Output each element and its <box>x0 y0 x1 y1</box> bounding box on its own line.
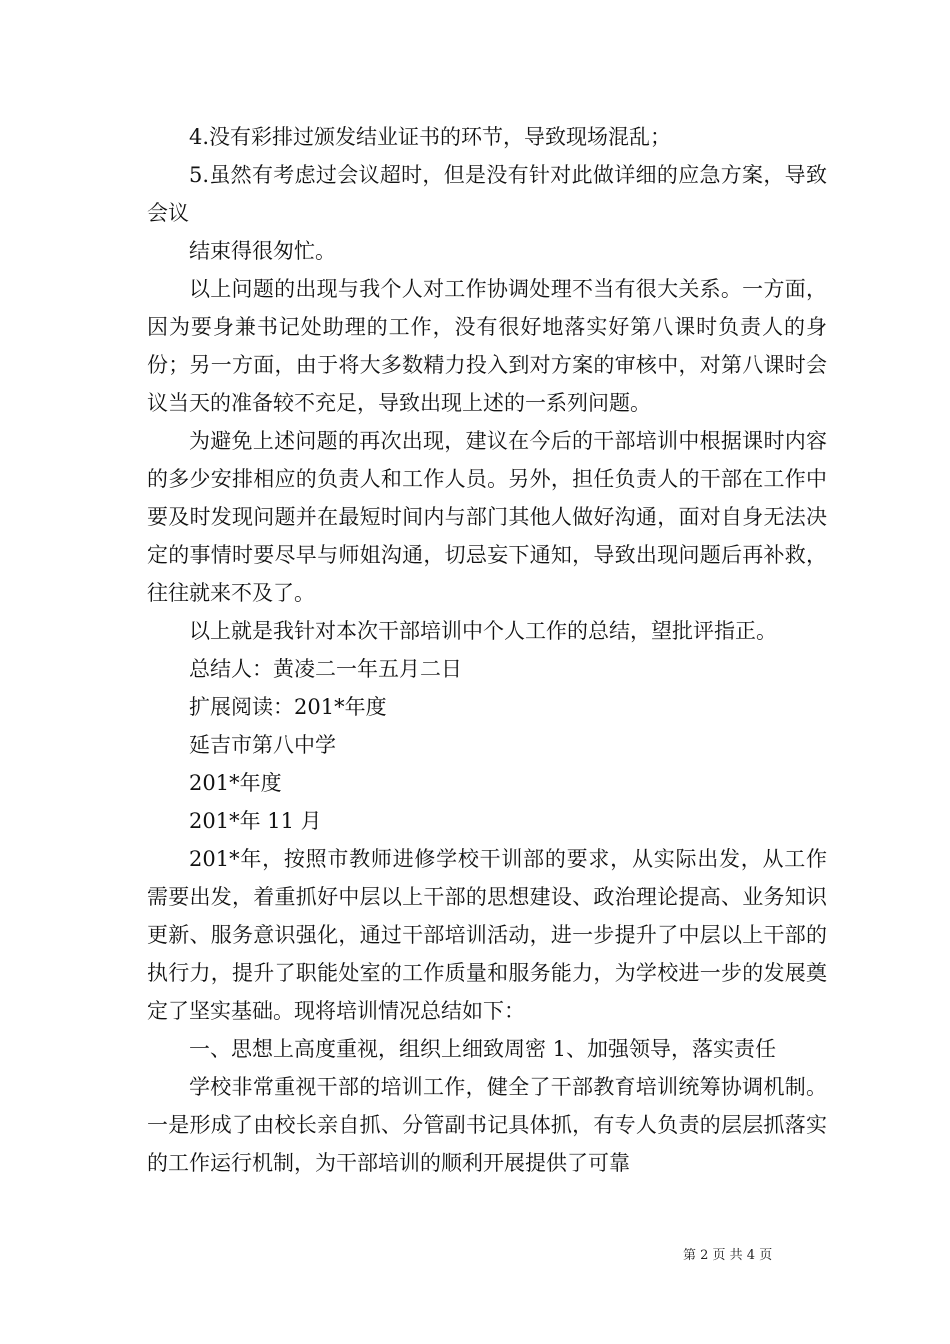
paragraph: 学校非常重视干部的培训工作，健全了干部教育培训统筹协调机制。一是形成了由校长亲自抓、分管副书记具体抓，有专人负责的层层抓落实的工作运行机制，为干部培训的顺利开展提供了可靠 <box>147 1075 827 1175</box>
date-line: 201*年 11 月 <box>189 809 322 833</box>
page-number-footer: 第 2 页 共 4 页 <box>683 1248 773 1263</box>
paragraph: 201*年，按照市教师进修学校干训部的要求，从实际出发，从工作需要出发，着重抓好中层以上干部的思想建设、政治理论提高、业务知识更新、服务意识强化，通过干部培训活动，进一步提升了中层以上干部的执行力，提升了职能处室的工作质量和服务能力，为学校进一步的发展奠定了坚实基础。现将培训情况总结如下： <box>147 847 827 1023</box>
paragraph: 4.没有彩排过颁发结业证书的环节，导致现场混乱； <box>189 125 672 149</box>
year-line: 201*年度 <box>189 771 282 795</box>
paragraph: 以上问题的出现与我个人对工作协调处理不当有很大关系。一方面，因为要身兼书记处助理的工作，没有很好地落实好第八课时负责人的身份；另一方面，由于将大多数精力投入到对方案的审核中，对第八课时会议当天的准备较不充足，导致出现上述的一系列问题。 <box>147 277 827 415</box>
paragraph: 为避免上述问题的再次出现，建议在今后的干部培训中根据课时内容的多少安排相应的负责人和工作人员。另外，担任负责人的干部在工作中要及时发现问题并在最短时间内与部门其他人做好沟通，面对自身无法决定的事情时要尽早与师姐沟通，切忌妄下通知，导致出现问题后再补救，往往就来不及了。 <box>147 429 827 605</box>
paragraph: 结束得很匆忙。 <box>189 239 336 263</box>
extended-reading-line: 扩展阅读：201*年度 <box>189 695 387 719</box>
author-line: 总结人：黄凌二一年五月二日 <box>189 657 462 681</box>
paragraph: 5.虽然有考虑过会议超时，但是没有针对此做详细的应急方案，导致会议 <box>147 163 827 225</box>
school-name-line: 延吉市第八中学 <box>189 733 336 757</box>
paragraph: 以上就是我针对本次干部培训中个人工作的总结，望批评指正。 <box>189 619 777 643</box>
section-heading: 一、思想上高度重视，组织上细致周密 1、加强领导，落实责任 <box>189 1037 777 1061</box>
document-body <box>147 118 827 1182</box>
